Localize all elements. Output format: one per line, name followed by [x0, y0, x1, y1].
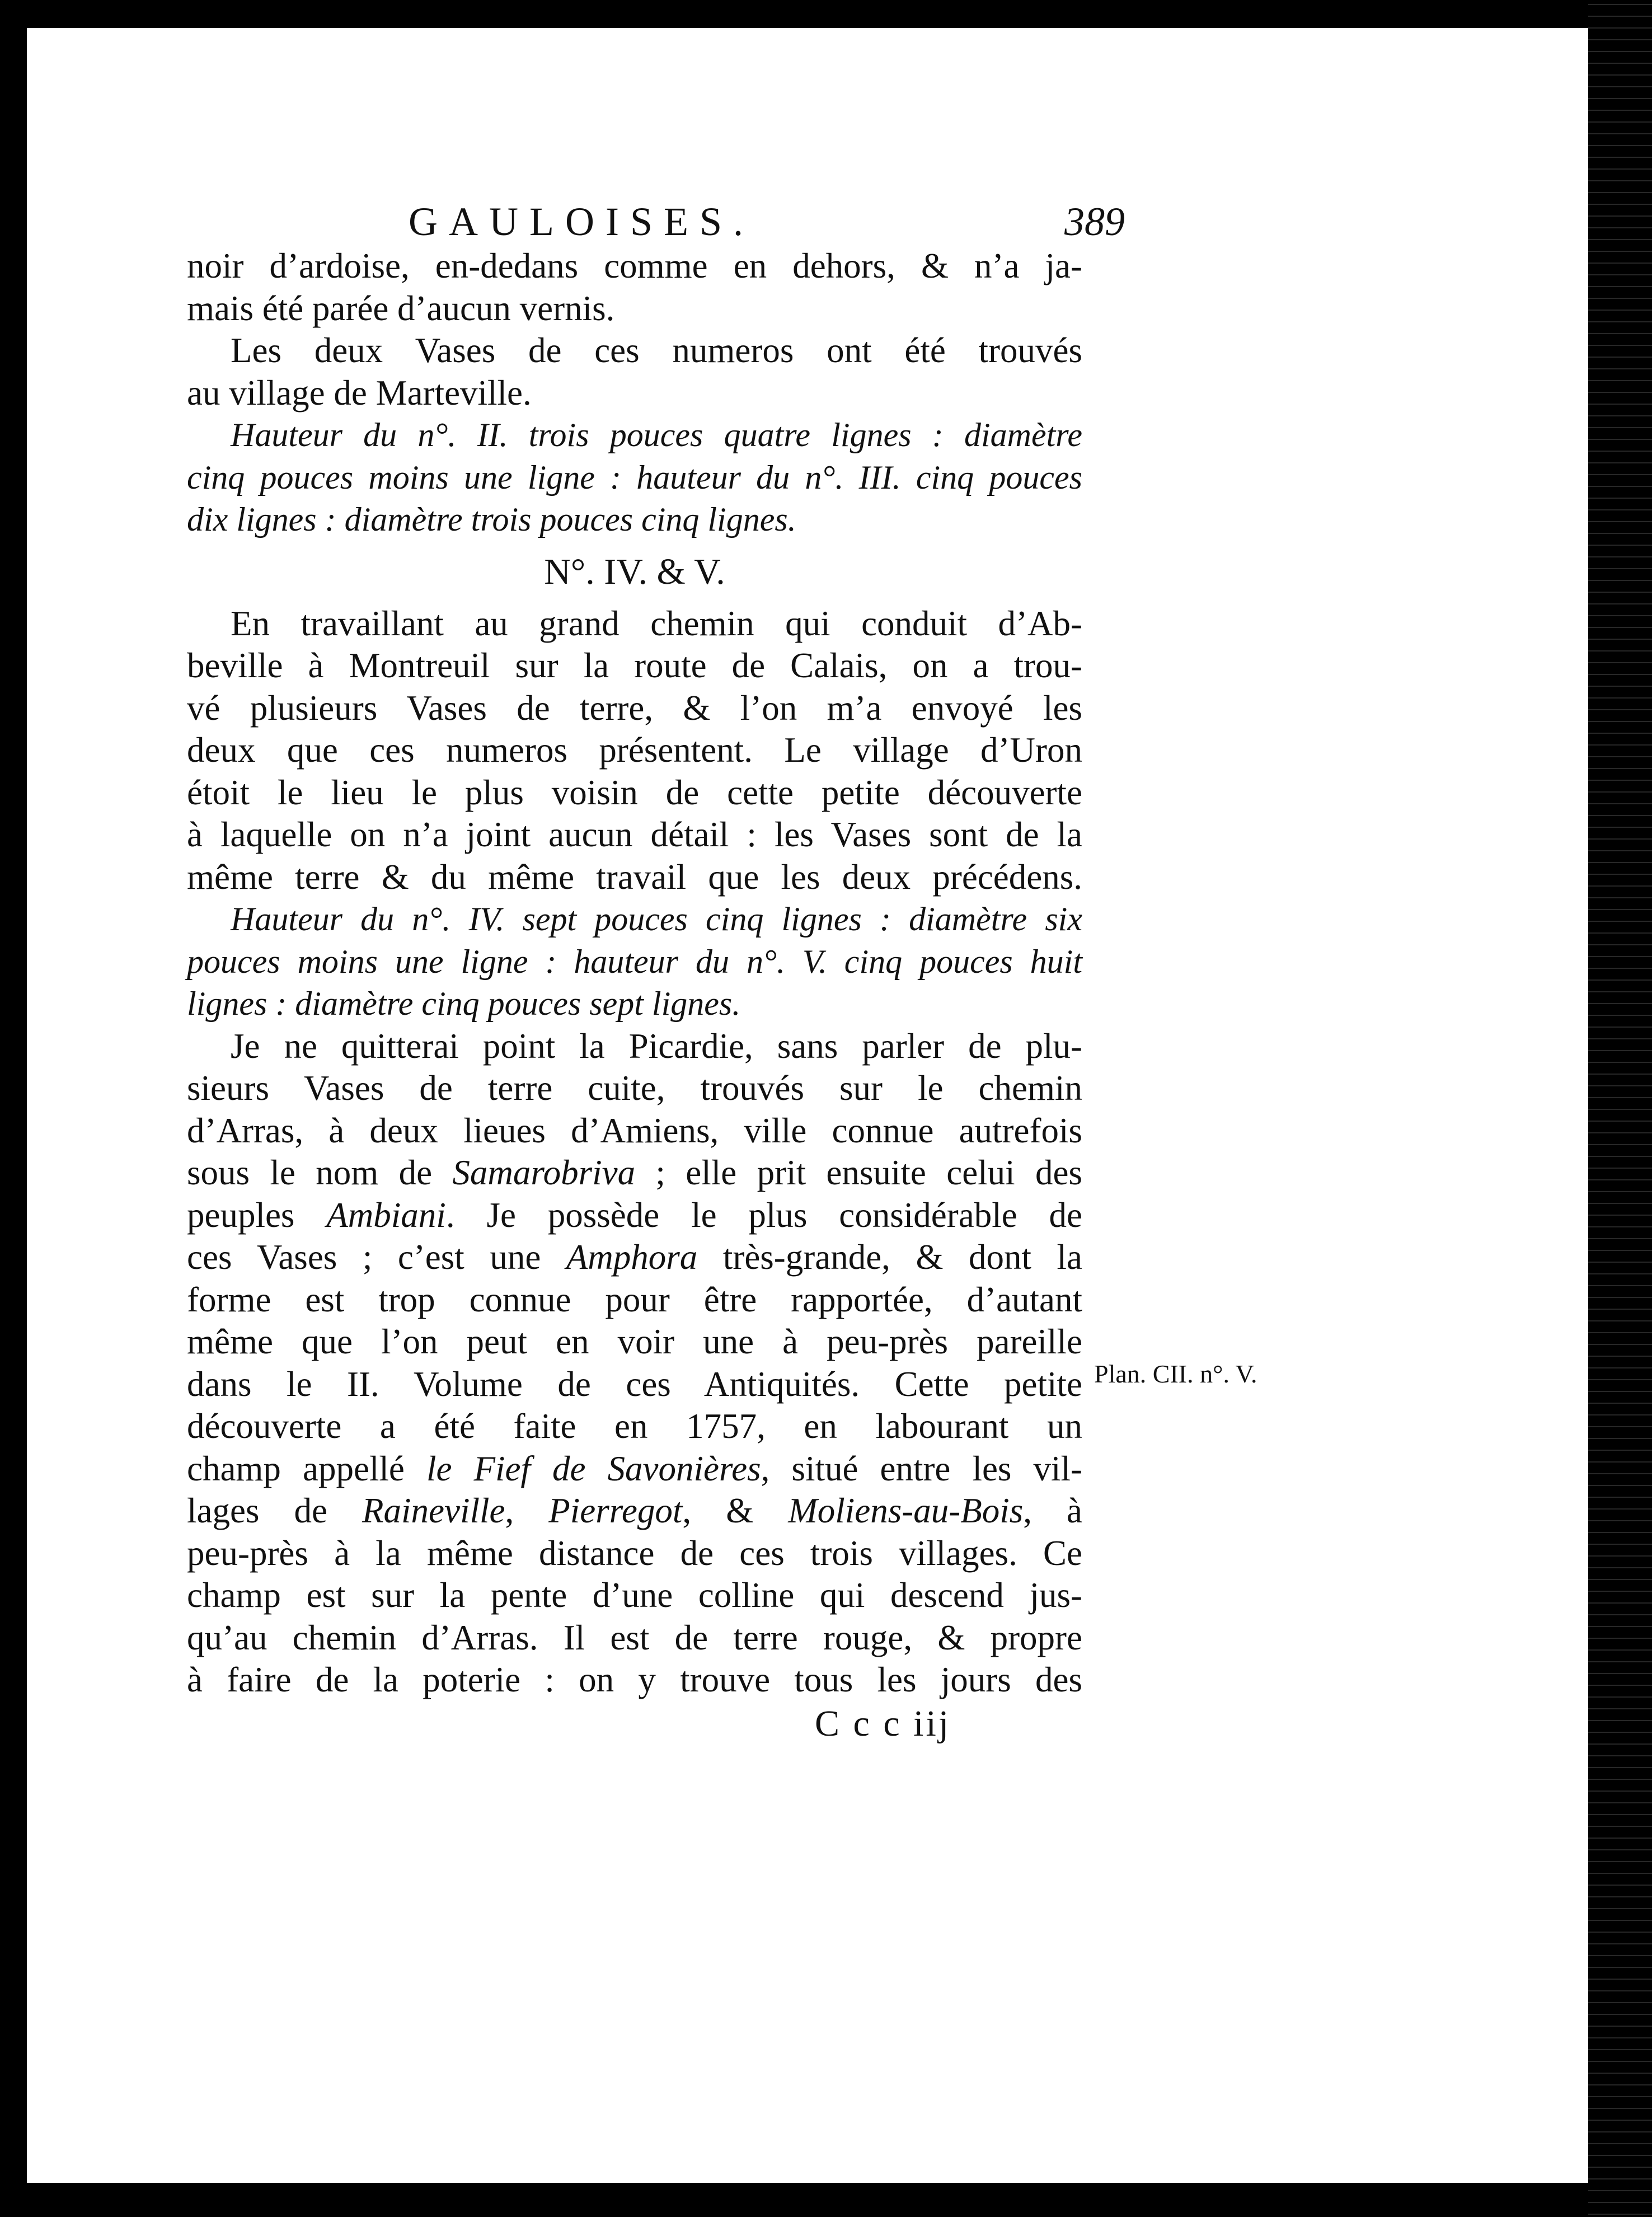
- text-line-italic: lignes : diamètre cinq pouces sept lignes.: [187, 985, 741, 1022]
- text-line: Les deux Vases de ces numeros ont été trouvés: [231, 331, 1082, 370]
- text-line: vé plusieurs Vases de terre, & l’on m’a envoyé les: [187, 688, 1082, 728]
- text-line: mais été parée d’aucun vernis.: [187, 288, 615, 328]
- text-line: [187, 1236, 1082, 1279]
- text-line-italic: Hauteur du n°. II. trois pouces quatre lignes : diamètre: [231, 416, 1082, 453]
- text-line: [187, 1448, 1082, 1491]
- text-line: [187, 1194, 1082, 1237]
- text-line: forme est trop connue pour être rapportée, d’autant: [187, 1279, 1082, 1319]
- text-line: [187, 1152, 1082, 1194]
- page-number: 389: [1064, 199, 1125, 244]
- text-run: , à: [1023, 1491, 1082, 1530]
- text-line: champ est sur la pente d’une colline qui descend jus-: [187, 1576, 1082, 1615]
- text-line: qu’au chemin d’Arras. Il est de terre rouge, & propre: [187, 1618, 1082, 1657]
- text-line: même que l’on peut en voir une à peu-près pareille: [187, 1322, 1082, 1361]
- text-line: sieurs Vases de terre cuite, trouvés sur le chemin: [187, 1068, 1082, 1108]
- text-line: noir d’ardoise, en-dedans comme en dehors, & n’a ja-: [187, 246, 1082, 285]
- text-run: ,: [505, 1491, 549, 1530]
- italic-term: Moliens-au-Bois: [788, 1491, 1024, 1530]
- text-line: Je ne quitterai point la Picardie, sans parler de plu-: [231, 1026, 1082, 1066]
- text-run: sous le nom de: [187, 1153, 453, 1192]
- text-run: ; elle prit ensuite celui des: [635, 1153, 1083, 1192]
- italic-term: Amphora: [566, 1238, 698, 1277]
- text-run: très-grande, & dont la: [697, 1238, 1082, 1277]
- running-head: [409, 199, 1125, 244]
- text-line: à faire de la poterie : on y trouve tous les jours des: [187, 1660, 1082, 1699]
- text-line: à laquelle on n’a joint aucun détail : les Vases sont de la: [187, 815, 1082, 854]
- text-line: même terre & du même travail que les deux précédens.: [187, 857, 1082, 897]
- text-run: ces Vases ; c’est une: [187, 1238, 566, 1277]
- text-line: deux que ces numeros présentent. Le village d’Uron: [187, 730, 1082, 770]
- italic-term: Samarobriva: [452, 1153, 636, 1192]
- margin-note-plate-reference: Plan. CII. n°. V.: [1094, 1360, 1257, 1388]
- text-line: peu-près à la même distance de ces trois villages. Ce: [187, 1533, 1082, 1573]
- text-run: . Je possède le plus considérable de: [445, 1195, 1082, 1235]
- body-text: [187, 245, 1082, 1746]
- text-line: découverte a été faite en 1757, en labourant un: [187, 1407, 1082, 1446]
- text-line: En travaillant au grand chemin qui conduit d’Ab-: [231, 603, 1082, 643]
- text-line-italic: dix lignes : diamètre trois pouces cinq lignes.: [187, 501, 796, 538]
- text-line: dans le II. Volume de ces Antiquités. Cette petite: [187, 1364, 1082, 1404]
- text-line: [187, 1490, 1082, 1532]
- scan-edge-shadow: [1588, 0, 1652, 2217]
- italic-term: Raineville: [362, 1491, 505, 1530]
- italic-term: le Fief de Savonières: [426, 1449, 761, 1488]
- signature-catchword: C c c iij: [815, 1703, 951, 1744]
- text-run: champ appellé: [187, 1449, 426, 1488]
- italic-term: Ambiani: [326, 1195, 446, 1235]
- text-line: d’Arras, à deux lieues d’Amiens, ville connue autrefois: [187, 1110, 1082, 1150]
- text-run: peuples: [187, 1195, 327, 1235]
- text-run: , situé entre les vil-: [761, 1449, 1082, 1488]
- text-line: beville à Montreuil sur la route de Calais, on a trou-: [187, 646, 1082, 685]
- text-run: , &: [682, 1491, 789, 1530]
- section-heading: N°. IV. & V.: [544, 551, 725, 592]
- text-line: au village de Marteville.: [187, 373, 532, 413]
- italic-term: Pierregot: [548, 1491, 683, 1530]
- text-line: étoit le lieu le plus voisin de cette petite découverte: [187, 772, 1082, 812]
- text-line-italic: Hauteur du n°. IV. sept pouces cinq lignes : diamètre six: [231, 901, 1082, 938]
- text-run: lages de: [187, 1491, 363, 1530]
- running-title: GAULOISES.: [409, 199, 755, 244]
- text-line-italic: cinq pouces moins une ligne : hauteur du n°. III. cinq pouces: [187, 458, 1082, 496]
- text-line-italic: pouces moins une ligne : hauteur du n°. V. cinq pouces huit: [187, 943, 1082, 980]
